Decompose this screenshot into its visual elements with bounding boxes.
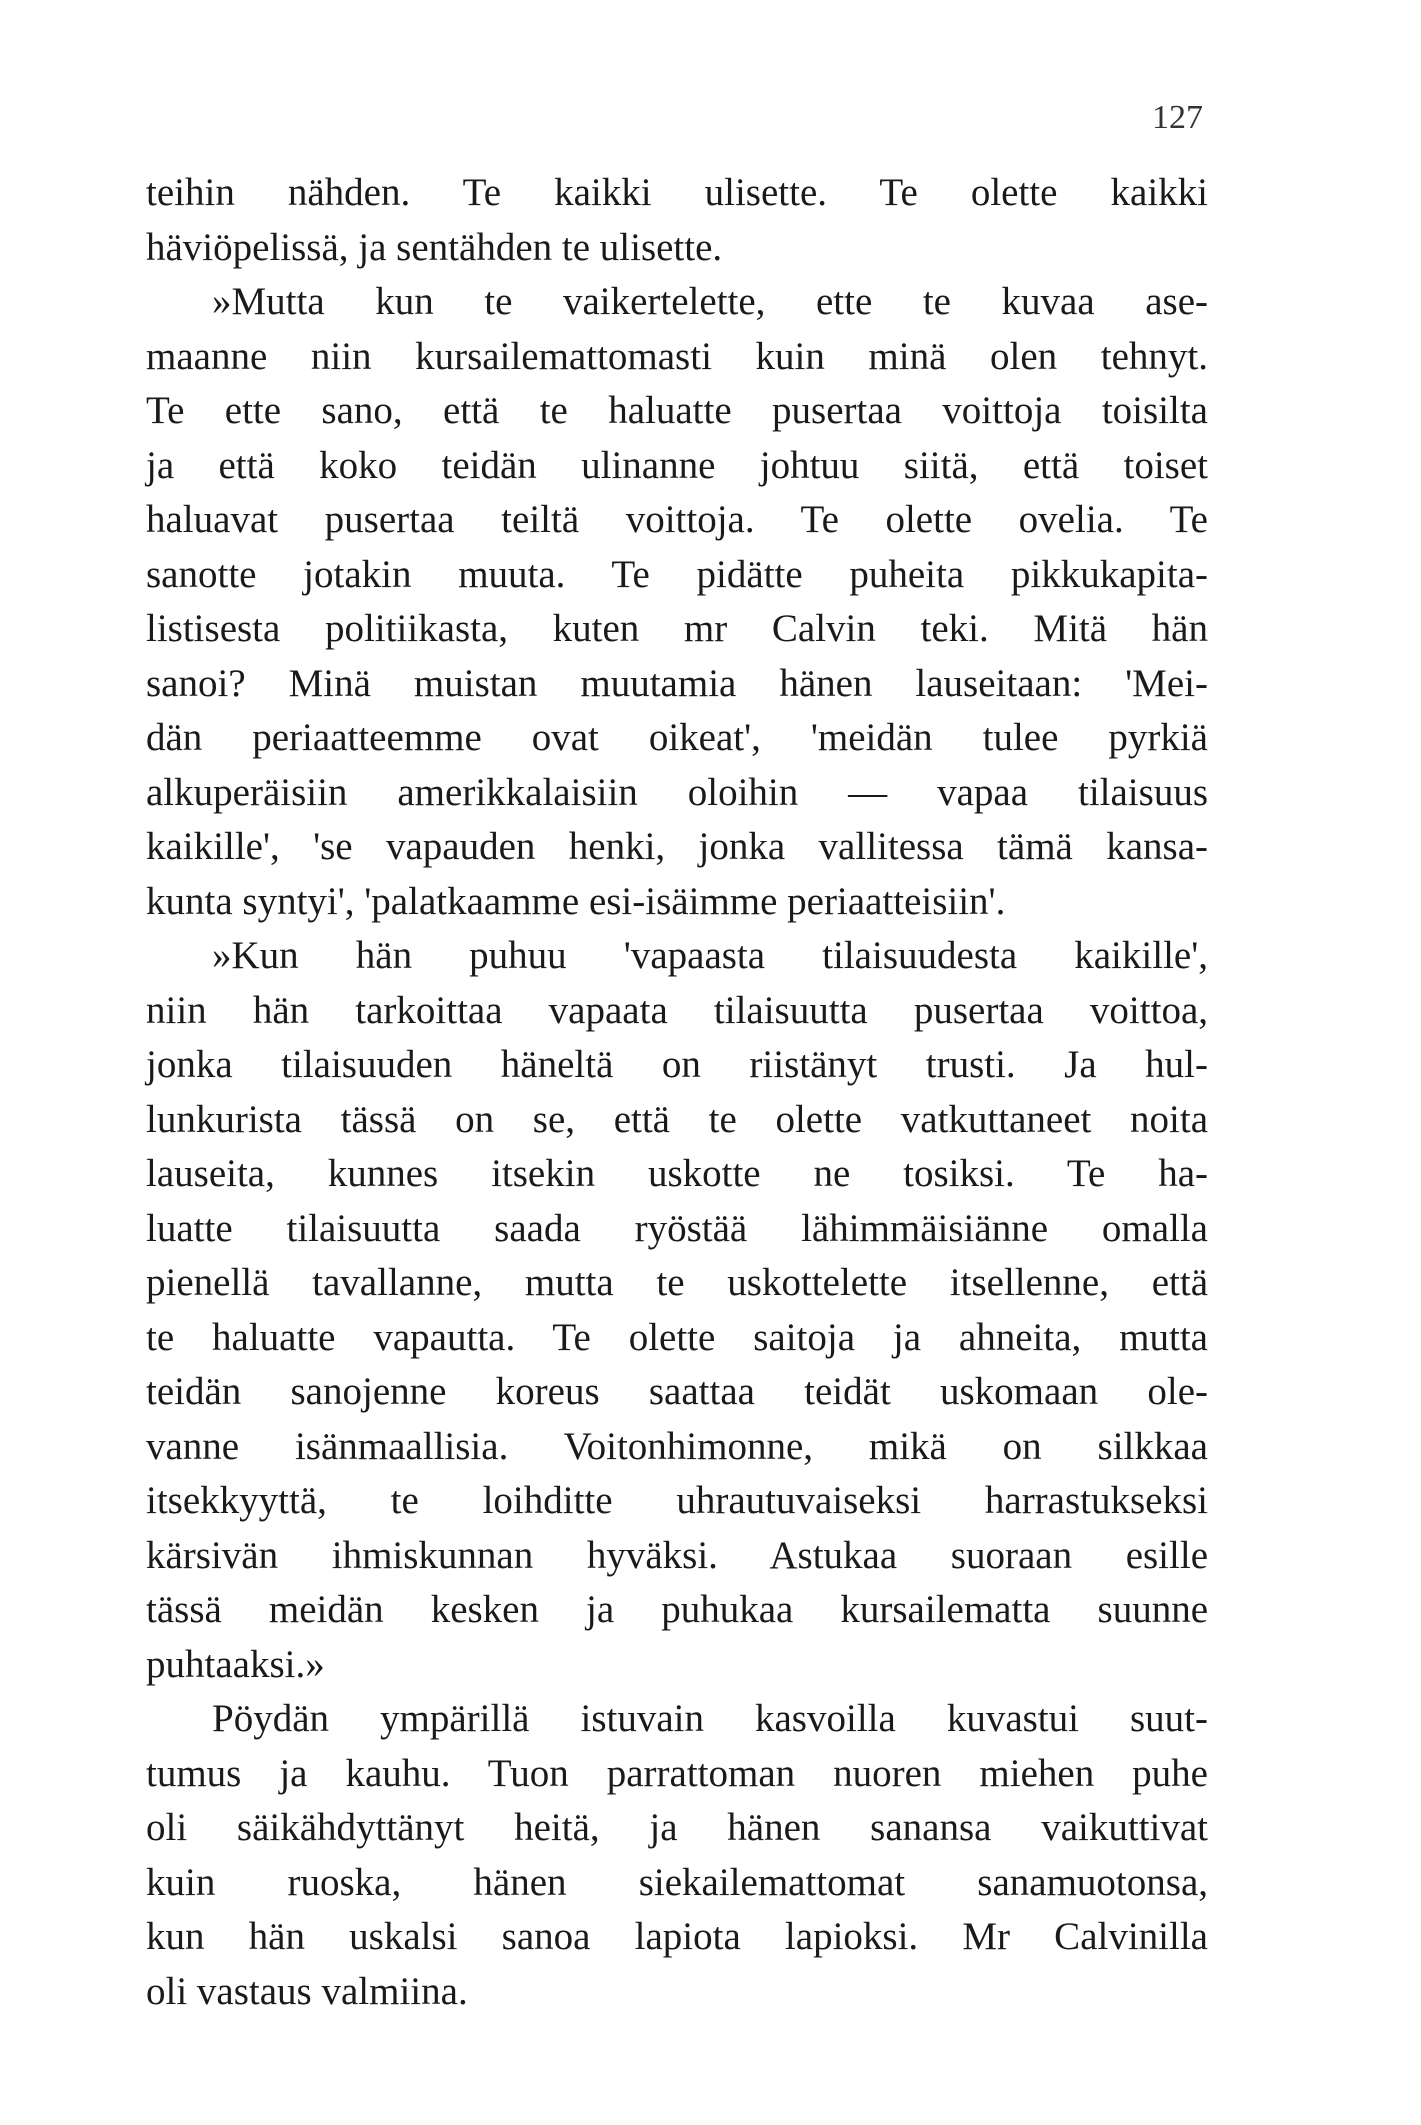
text-line: teihin nähden. Te kaikki ulisette. Te olette kaikki: [146, 171, 1208, 214]
text-line: niin hän tarkoittaa vapaata tilaisuutta pusertaa voittoa,: [146, 988, 1208, 1032]
text-line: puhtaaksi.»: [146, 1642, 325, 1686]
text-line: kärsivän ihmiskunnan hyväksi. Astukaa suoraan esille: [146, 1533, 1208, 1577]
text-line: sanotte jotakin muuta. Te pidätte puheita pikkukapita-: [146, 552, 1208, 596]
text-line: maanne niin kursailemattomasti kuin minä olen tehnyt.: [146, 334, 1208, 378]
page-number: 127: [1152, 99, 1203, 136]
text-line: listisesta politiikasta, kuten mr Calvin teki. Mitä hän: [146, 607, 1208, 650]
text-line: vanne isänmaallisia. Voitonhimonne, mikä on silkkaa: [146, 1424, 1208, 1468]
text-line: alkuperäisiin amerikkalaisiin oloihin — vapaa tilaisuus: [146, 770, 1208, 814]
text-line: lauseita, kunnes itsekin uskotte ne tosiksi. Te ha-: [146, 1152, 1208, 1195]
text-line: Te ette sano, että te haluatte pusertaa voittoja toisilta: [146, 389, 1208, 432]
text-line: itsekkyyttä, te loihditte uhrautuvaiseksi harrastukseksi: [146, 1479, 1208, 1522]
paragraph-start-line: »Mutta kun te vaikertelette, ette te kuvaa ase-: [212, 280, 1208, 323]
text-line: ja että koko teidän ulinanne johtuu siitä, että toiset: [146, 443, 1208, 487]
text-line: luatte tilaisuutta saada ryöstää lähimmäisiänne omalla: [146, 1206, 1208, 1250]
text-line: haluavat pusertaa teiltä voittoja. Te olette ovelia. Te: [146, 498, 1208, 541]
body-text: [146, 166, 1208, 2019]
paragraph-start-line: »Kun hän puhuu 'vapaasta tilaisuudesta kaikille',: [212, 934, 1208, 977]
text-line: häviöpelissä, ja sentähden te ulisette.: [146, 225, 723, 269]
text-line: oli säikähdyttänyt heitä, ja hänen sanansa vaikuttivat: [146, 1806, 1208, 1849]
text-line: teidän sanojenne koreus saattaa teidät uskomaan ole-: [146, 1370, 1208, 1413]
paragraph-start-line: Pöydän ympärillä istuvain kasvoilla kuvastui suut-: [212, 1697, 1208, 1740]
text-line: lunkurista tässä on se, että te olette vatkuttaneet noita: [146, 1097, 1208, 1141]
text-line: dän periaatteemme ovat oikeat', 'meidän tulee pyrkiä: [146, 716, 1208, 759]
text-line: pienellä tavallanne, mutta te uskottelette itsellenne, että: [146, 1261, 1208, 1304]
text-line: kun hän uskalsi sanoa lapiota lapioksi. Mr Calvinilla: [146, 1915, 1208, 1958]
text-line: tässä meidän kesken ja puhukaa kursailematta suunne: [146, 1588, 1208, 1631]
text-line: tumus ja kauhu. Tuon parrattoman nuoren miehen puhe: [146, 1751, 1208, 1795]
text-line: kunta syntyi', 'palatkaamme esi-isäimme periaatteisiin'.: [146, 879, 1006, 923]
text-line: te haluatte vapautta. Te olette saitoja ja ahneita, mutta: [146, 1315, 1208, 1359]
text-line: oli vastaus valmiina.: [146, 1969, 468, 2013]
text-line: sanoi? Minä muistan muutamia hänen lauseitaan: 'Mei-: [146, 661, 1208, 705]
text-line: jonka tilaisuuden häneltä on riistänyt trusti. Ja hul-: [146, 1043, 1208, 1086]
text-line: kuin ruoska, hänen siekailemattomat sanamuotonsa,: [146, 1860, 1208, 1904]
text-line: kaikille', 'se vapauden henki, jonka vallitessa tämä kansa-: [146, 825, 1208, 868]
